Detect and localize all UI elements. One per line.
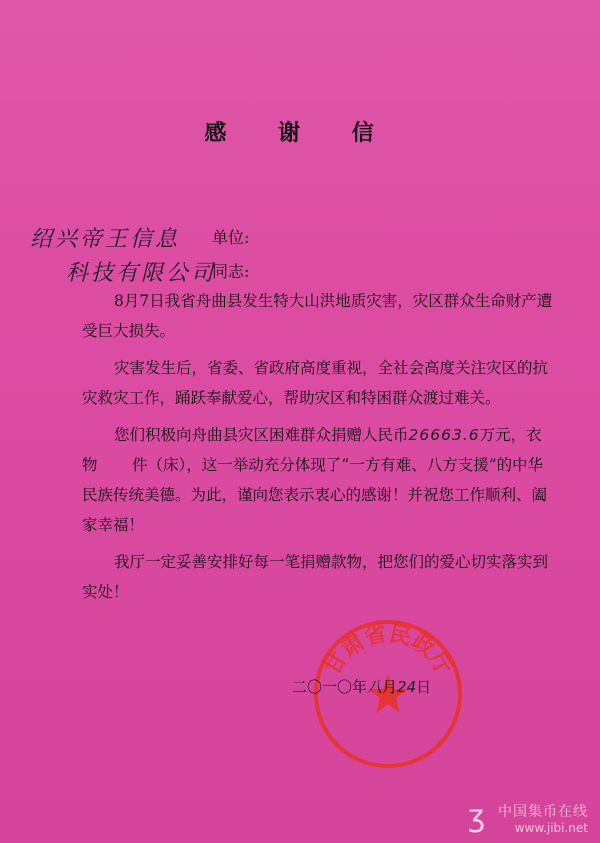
seal-text: 甘肃省民政厅 bbox=[319, 621, 457, 680]
watermark-url: www.jibi.net bbox=[514, 821, 588, 835]
date-month-handwritten: 八 bbox=[367, 678, 383, 696]
comrade-label: 同志: bbox=[212, 262, 250, 281]
recipient-handwritten-line1: 绍兴帝王信息 bbox=[30, 227, 181, 252]
watermark-text: 中国集币在线 bbox=[498, 804, 588, 820]
date-day-handwritten: 24 bbox=[397, 678, 417, 696]
letter-date: 二〇一〇年八月24日 bbox=[292, 678, 432, 696]
watermark bbox=[468, 799, 588, 835]
paragraph-2: 灾害发生后，省委、省政府高度重视，全社会高度关注灾区的抗灾救灾工作，踊跃奉献爱心，帮助灾区和特困群众渡过难关。 bbox=[82, 359, 549, 407]
donation-amount: 26663.6 bbox=[408, 426, 480, 444]
letter-body bbox=[82, 286, 557, 614]
paragraph-3-part-c: 件（床），这一举动充分体现了“一方有难、八方支援”的中华民族传统美德。为此，谨向您表示衷心的感谢！并祝您工作顺利、阖家幸福！ bbox=[82, 456, 548, 534]
paragraph-4: 我厅一定妥善安排好每一笔捐赠款物，把您们的爱心切实落实到实处！ bbox=[82, 553, 549, 601]
recipient-handwritten-line2: 科技有限公司 bbox=[66, 261, 217, 286]
paragraph-1: 8月7日我省舟曲县发生特大山洪地质灾害，灾区群众生命财产遭受巨大损失。 bbox=[82, 292, 553, 340]
watermark-logo-icon: ʒ bbox=[468, 799, 486, 834]
paragraph-3 bbox=[82, 420, 557, 540]
letter-title: 感 谢 信 bbox=[204, 120, 396, 146]
unit-label: 单位: bbox=[212, 228, 250, 247]
paragraph-3-part-b: 万元，衣物 bbox=[82, 426, 542, 474]
paragraph-3-part-a: 您们积极向舟曲县灾区困难群众捐赠人民币 bbox=[114, 426, 409, 444]
